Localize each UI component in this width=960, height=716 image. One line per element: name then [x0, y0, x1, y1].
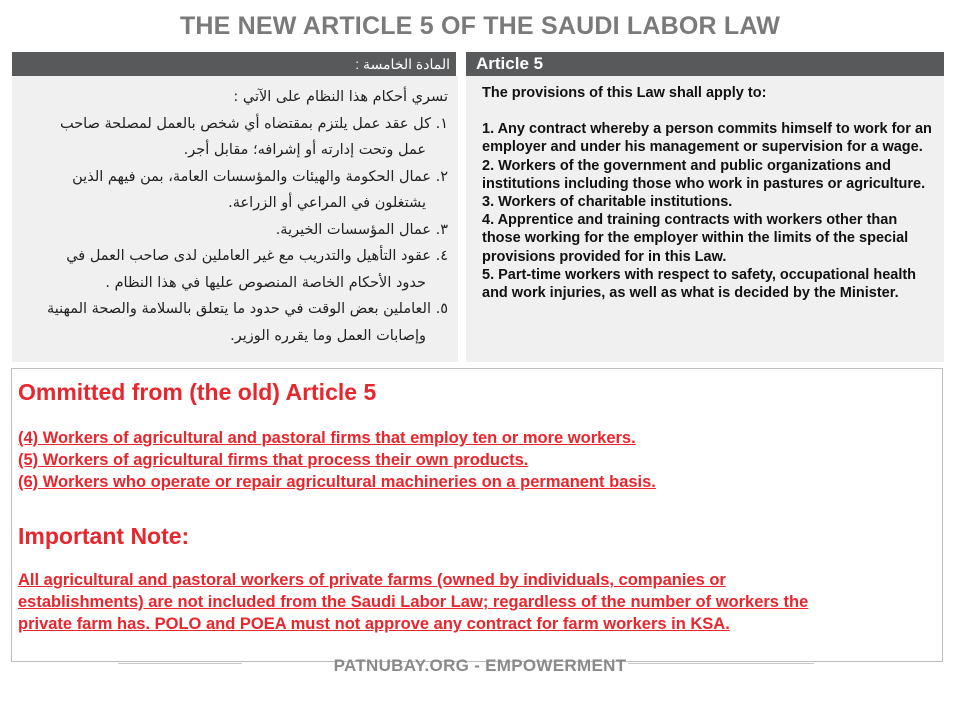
header-divider — [456, 52, 462, 76]
arabic-article-body — [12, 76, 458, 349]
english-intro: The provisions of this Law shall apply to: — [482, 85, 767, 101]
arabic-intro: تسري أحكام هذا النظام على الآتي : — [233, 89, 448, 105]
english-header-bar: Article 5 — [466, 52, 944, 76]
footer-credit: PATNUBAY.ORG - EMPOWERMENT — [333, 656, 627, 675]
omitted-item-6: (6) Workers who operate or repair agricultural machineries on a permanent basis. — [18, 473, 656, 491]
omitted-item-5: (5) Workers of agricultural firms that process their own products. — [18, 451, 529, 469]
important-note-heading: Important Note: — [18, 523, 190, 549]
arabic-item-4: ٤. عقود التأهيل والتدريب مع غير العاملين لدى صاحب العمل في — [66, 248, 448, 264]
arabic-item-5-cont: وإصابات العمل وما يقرره الوزير. — [230, 327, 426, 344]
page-title: THE NEW ARTICLE 5 OF THE SAUDI LABOR LAW — [179, 12, 781, 40]
note-line-3: private farm has. POLO and POEA must not approve any contract for farm workers in KSA. — [18, 615, 730, 633]
arabic-item-1: ١. كل عقد عمل يلتزم بمقتضاه أي شخص بالعمل لمصلحة صاحب — [59, 115, 448, 132]
arabic-item-5: ٥. العاملين بعض الوقت في حدود ما يتعلق بالسلامة والصحة المهنية — [47, 301, 448, 317]
english-article-panel — [466, 52, 944, 362]
important-note-text — [18, 569, 938, 635]
omitted-item-4: (4) Workers of agricultural and pastoral firms that employ ten or more workers. — [18, 429, 636, 447]
arabic-item-2-cont: يشتغلون في المراعي أو الزراعة. — [228, 195, 426, 211]
english-item-1: 1. Any contract whereby a person commits himself to work for an employer and under his management or supervision for a wage. — [482, 121, 932, 156]
note-line-1: All agricultural and pastoral workers of private farms (owned by individuals, companies or — [18, 571, 726, 589]
arabic-item-2: ٢. عمال الحكومة والهيئات والمؤسسات العامة، بمن فيهم الذين — [72, 168, 448, 185]
arabic-item-1-cont: عمل وتحت إدارته أو إشرافه؛ مقابل أجر. — [183, 142, 426, 158]
english-item-3: 3. Workers of charitable institutions. — [482, 194, 733, 211]
arabic-article-panel — [12, 52, 458, 362]
arabic-item-3: ٣. عمال المؤسسات الخيرية. — [275, 221, 448, 238]
omitted-list — [18, 427, 938, 493]
omitted-heading: Ommitted from (the old) Article 5 — [18, 379, 377, 405]
english-item-2: 2. Workers of the government and public organizations and institutions including those who work in pastures or agriculture. — [482, 157, 926, 192]
notes-box — [11, 368, 943, 662]
english-article-body — [466, 76, 944, 302]
arabic-item-4-cont: حدود الأحكام الخاصة المنصوص عليها في هذا النظام . — [105, 274, 426, 291]
english-item-4: 4. Apprentice and training contracts with workers other than those working for the employer within the limits of the special provisions provided for in this Law. — [482, 212, 909, 265]
english-item-5: 5. Part-time workers with respect to safety, occupational health and work injuries, as well as what is decided by the Minister. — [482, 266, 917, 302]
arabic-header-bar: المادة الخامسة : — [12, 52, 458, 76]
note-line-2: establishments) are not included from the Saudi Labor Law; regardless of the number of workers the — [18, 593, 809, 611]
